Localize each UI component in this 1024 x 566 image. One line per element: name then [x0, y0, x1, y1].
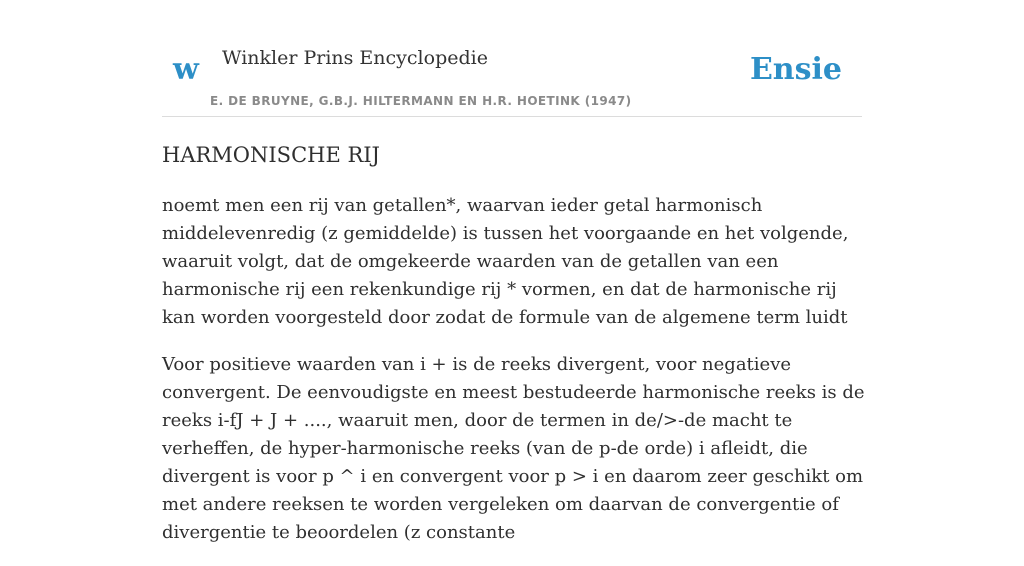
article-body: [162, 192, 866, 566]
article-paragraph-1: noemt men een rij van getallen*, waarvan ieder getal harmonisch middelevenredig (z gemiddelde) is tussen het voorgaande en het volgende, waaruit volgt, dat de omgekeerde waarden van de getallen van een harmonische rij een rekenkundige rij * vormen, en dat de harmonische rij kan worden voorgesteld door zodat de formule van de algemene term luidt: [162, 195, 849, 328]
article-paragraph-2: Voor positieve waarden van i + is de reeks divergent, voor negatieve convergent. De eenvoudigste en meest bestudeerde harmonische reeks is de reeks i-fJ + J + ...., waaruit men, door de termen in de/>-de macht te verheffen, de hyper-harmonische reeks (van de p-de orde) i afleidt, die divergent is voor p ^ i en convergent voor p > i en daarom zeer geschikt om met andere reeksen te worden vergeleken om daarvan de convergentie of divergentie te beoordelen (z constante: [162, 354, 865, 543]
source-title[interactable]: Winkler Prins Encyclopedie: [222, 47, 488, 69]
article-title: HARMONISCHE RIJ: [162, 143, 380, 167]
winkler-prins-logo[interactable]: w: [173, 52, 199, 87]
site-header: [162, 0, 862, 117]
ensie-logo[interactable]: Ensie: [749, 52, 842, 87]
source-authors: E. DE BRUYNE, G.B.J. HILTERMANN EN H.R. HOETINK (1947): [210, 94, 632, 108]
